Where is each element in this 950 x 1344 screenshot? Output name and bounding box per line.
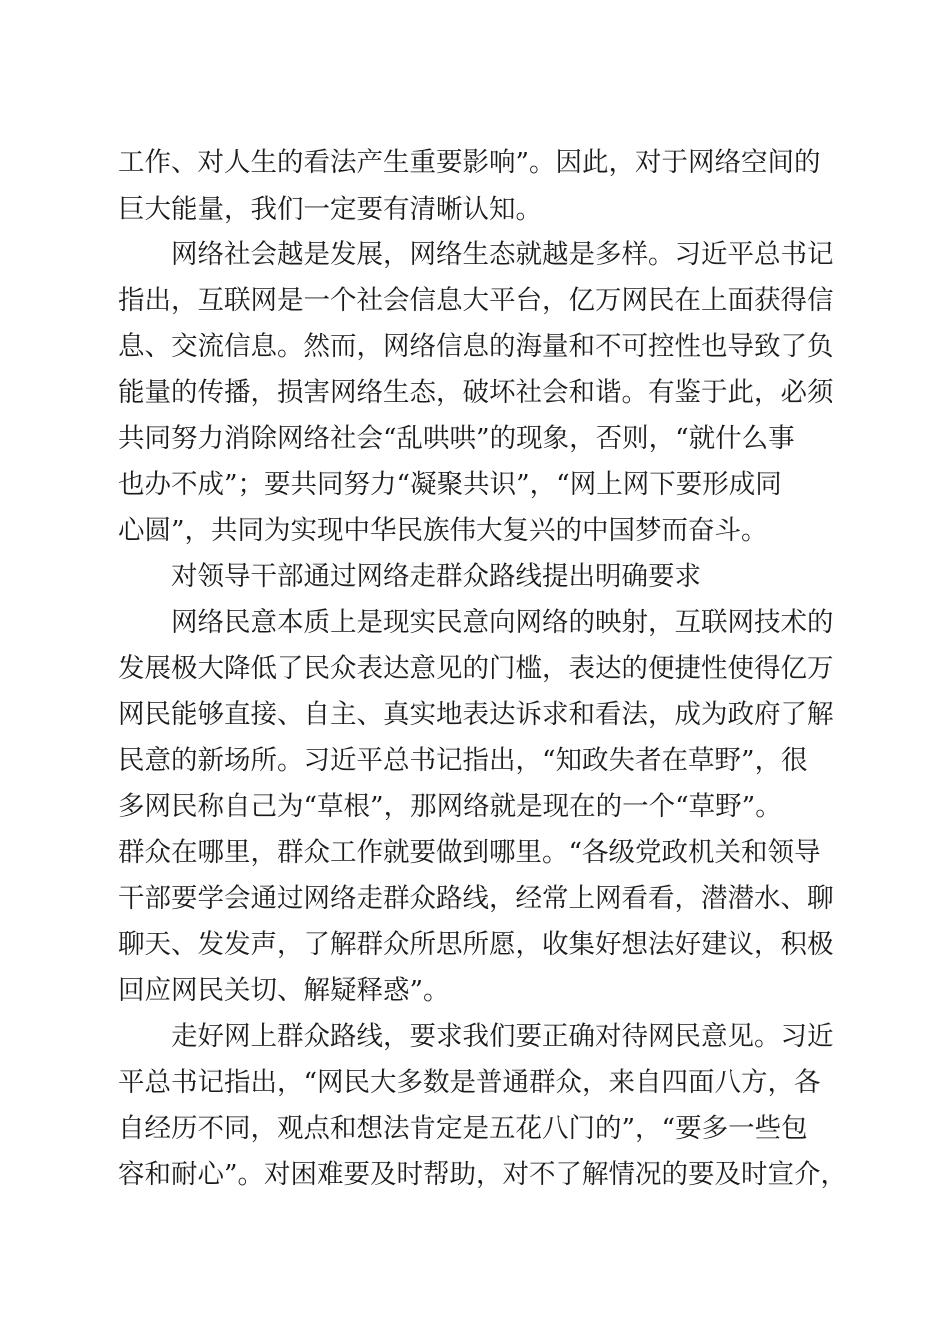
text-line: 平总书记指出，“网民大多数是普通群众，来自四面八方，各 [118,1067,821,1098]
text-line: 聊天、发发声，了解群众所思所愿，收集好想法好建议，积极 [118,929,834,960]
text-line: 民意的新场所。习近平总书记指出，“知政失者在草野”，很 [118,745,808,776]
text-line: 发展极大降低了民众表达意见的门槛，表达的便捷性使得亿万 [118,653,834,684]
text-line: 也办不成”；要共同努力“凝聚共识”，“网上网下要形成同 [118,469,782,500]
text-line: 自经历不同，观点和想法肯定是五花八门的”，“要多一些包 [118,1113,808,1144]
text-line: 心圆”，共同为实现中华民族伟大复兴的中国梦而奋斗。 [118,515,768,546]
text-line: 干部要学会通过网络走群众路线，经常上网看看，潜潜水、聊 [118,883,834,914]
text-line: 网络社会越是发展，网络生态就越是多样。习近平总书记 [171,239,834,270]
text-line: 网民能够直接、自主、真实地表达诉求和看法，成为政府了解 [118,699,834,730]
text-line: 能量的传播，损害网络生态，破坏社会和谐。有鉴于此，必须 [118,377,834,408]
text-line: 回应网民关切、解疑释惑”。 [118,975,450,1006]
text-line: 指出，互联网是一个社会信息大平台，亿万网民在上面获得信 [118,285,834,316]
text-line: 多网民称自己为“草根”，那网络就是现在的一个“草野”。 [118,791,782,822]
text-line: 息、交流信息。然而，网络信息的海量和不可控性也导致了负 [118,331,834,362]
text-line: 群众在哪里，群众工作就要做到哪里。“各级党政机关和领导 [118,837,821,868]
text-line: 工作、对人生的看法产生重要影响”。因此，对于网络空间的 [118,147,821,178]
text-line: 共同努力消除网络社会“乱哄哄”的现象，否则，“就什么事 [118,423,795,454]
text-line: 网络民意本质上是现实民意向网络的映射，互联网技术的 [171,607,834,638]
section-heading: 对领导干部通过网络走群众路线提出明确要求 [171,561,701,592]
text-line: 巨大能量，我们一定要有清晰认知。 [118,194,542,225]
text-line: 容和耐心”。对困难要及时帮助，对不了解情况的要及时宣介， [118,1159,848,1190]
text-line: 走好网上群众路线，要求我们要正确对待网民意见。习近 [171,1021,834,1052]
